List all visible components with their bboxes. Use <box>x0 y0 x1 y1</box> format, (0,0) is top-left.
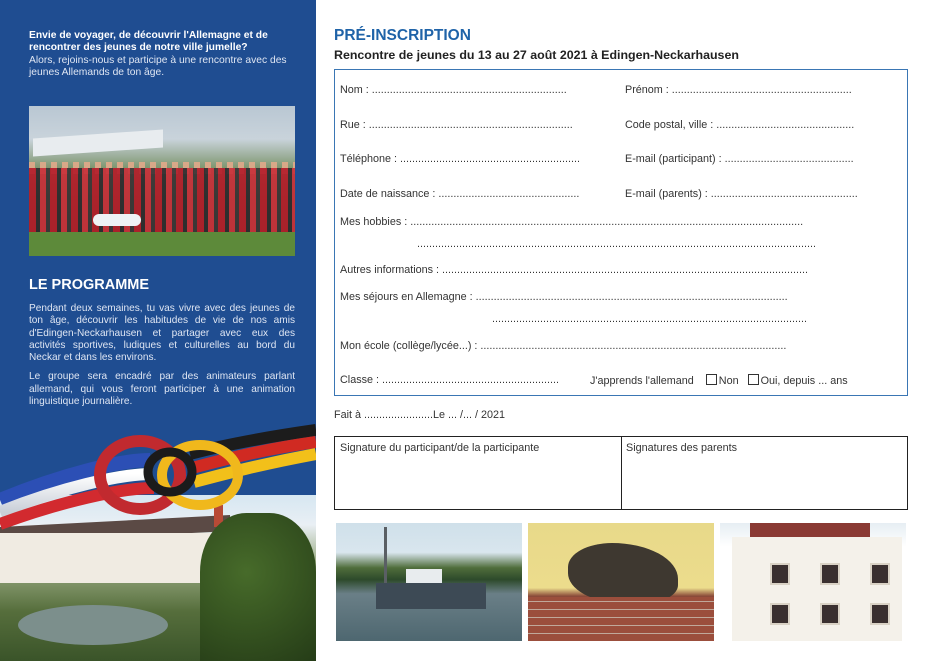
form-title: PRÉ-INSCRIPTION <box>334 27 471 44</box>
date-naissance-field[interactable]: Date de naissance : ............................................... <box>340 188 580 200</box>
group-photo <box>29 106 295 256</box>
intro-text <box>29 30 295 80</box>
rue-field[interactable]: Rue : .................................................................... <box>340 119 573 131</box>
programme-paragraph-2: Le groupe sera encadré par des animateurs parlant allemand, qui vous feront participer à une animation linguistique journalière. <box>29 371 295 408</box>
ferry-photo <box>336 523 522 641</box>
photo-wakeboard <box>93 214 141 226</box>
oui-checkbox[interactable] <box>748 374 759 385</box>
house-window <box>820 603 840 625</box>
ecole-field[interactable]: Mon école (collège/lycée...) : ...................................................................................................... <box>340 340 787 352</box>
house-photo <box>720 523 906 641</box>
hobbies-field-continued[interactable]: ..................................................................................................................................... <box>417 238 816 250</box>
signature-divider <box>621 437 622 509</box>
photo-people <box>29 168 295 232</box>
left-panel <box>0 0 316 661</box>
intro-question: Envie de voyager, de découvrir l'Allemagne et de rencontrer des jeunes de notre ville jumelle? <box>29 30 268 54</box>
allemand-question <box>590 374 848 387</box>
statue-figure <box>568 543 678 603</box>
programme-paragraph-1: Pendant deux semaines, tu vas vivre avec des jeunes de ton âge, découvrir les habitudes de vie de nos amis d'Edingen-Neckarhausen et partager avec eux des activités sportives, ludiques et culturelles au bord du Neckar et dans les environs. <box>29 303 295 364</box>
registration-form <box>334 69 908 396</box>
programme-text <box>29 303 295 408</box>
house-window <box>770 603 790 625</box>
sejours-allemagne-field[interactable]: Mes séjours en Allemagne : ........................................................................................................ <box>340 291 788 303</box>
email-parents-field[interactable]: E-mail (parents) : ................................................. <box>625 188 858 200</box>
ferry-hull <box>376 583 486 609</box>
photo-roof <box>33 129 163 156</box>
fait-a-field[interactable]: Fait à .......................Le ... /... / 2021 <box>334 409 506 421</box>
oui-label: Oui, depuis ... ans <box>760 375 848 387</box>
email-participant-field[interactable]: E-mail (participant) : ........................................... <box>625 153 854 165</box>
signature-box <box>334 436 908 510</box>
house-window <box>870 603 890 625</box>
allemand-label: J'apprends l'allemand <box>590 375 694 387</box>
form-subtitle: Rencontre de jeunes du 13 au 27 août 2021 à Edingen-Neckarhausen <box>334 48 739 62</box>
signature-parents-label: Signatures des parents <box>626 442 738 454</box>
intro-invite: Alors, rejoins-nous et participe à une rencontre avec des jeunes Allemands de ton âge. <box>29 54 287 79</box>
knotted-ropes-image <box>0 420 316 661</box>
nom-field[interactable]: Nom : ................................................................. <box>340 84 567 96</box>
hobbies-field[interactable]: Mes hobbies : ................................................................................................................................... <box>340 216 804 228</box>
prenom-field[interactable]: Prénom : ............................................................ <box>625 84 852 96</box>
house-facade <box>732 537 902 641</box>
photo-grass <box>29 232 295 256</box>
house-window <box>770 563 790 585</box>
non-label: Non <box>718 375 739 387</box>
statue-brick-base <box>528 597 714 641</box>
sejours-allemagne-field-continued[interactable]: ......................................................................................................... <box>492 313 807 325</box>
house-window <box>820 563 840 585</box>
signature-participant-label: Signature du participant/de la participante <box>340 442 540 454</box>
ferry-mast <box>384 527 387 585</box>
non-checkbox[interactable] <box>706 374 717 385</box>
classe-field[interactable]: Classe : ........................................................... <box>340 374 559 386</box>
programme-title: LE PROGRAMME <box>29 277 150 293</box>
telephone-field[interactable]: Téléphone : ............................................................ <box>340 153 581 165</box>
autres-informations-field[interactable]: Autres informations : .......................................................................................................................... <box>340 264 808 276</box>
house-window <box>870 563 890 585</box>
code-postal-field[interactable]: Code postal, ville : .............................................. <box>625 119 855 131</box>
statue-photo <box>528 523 714 641</box>
